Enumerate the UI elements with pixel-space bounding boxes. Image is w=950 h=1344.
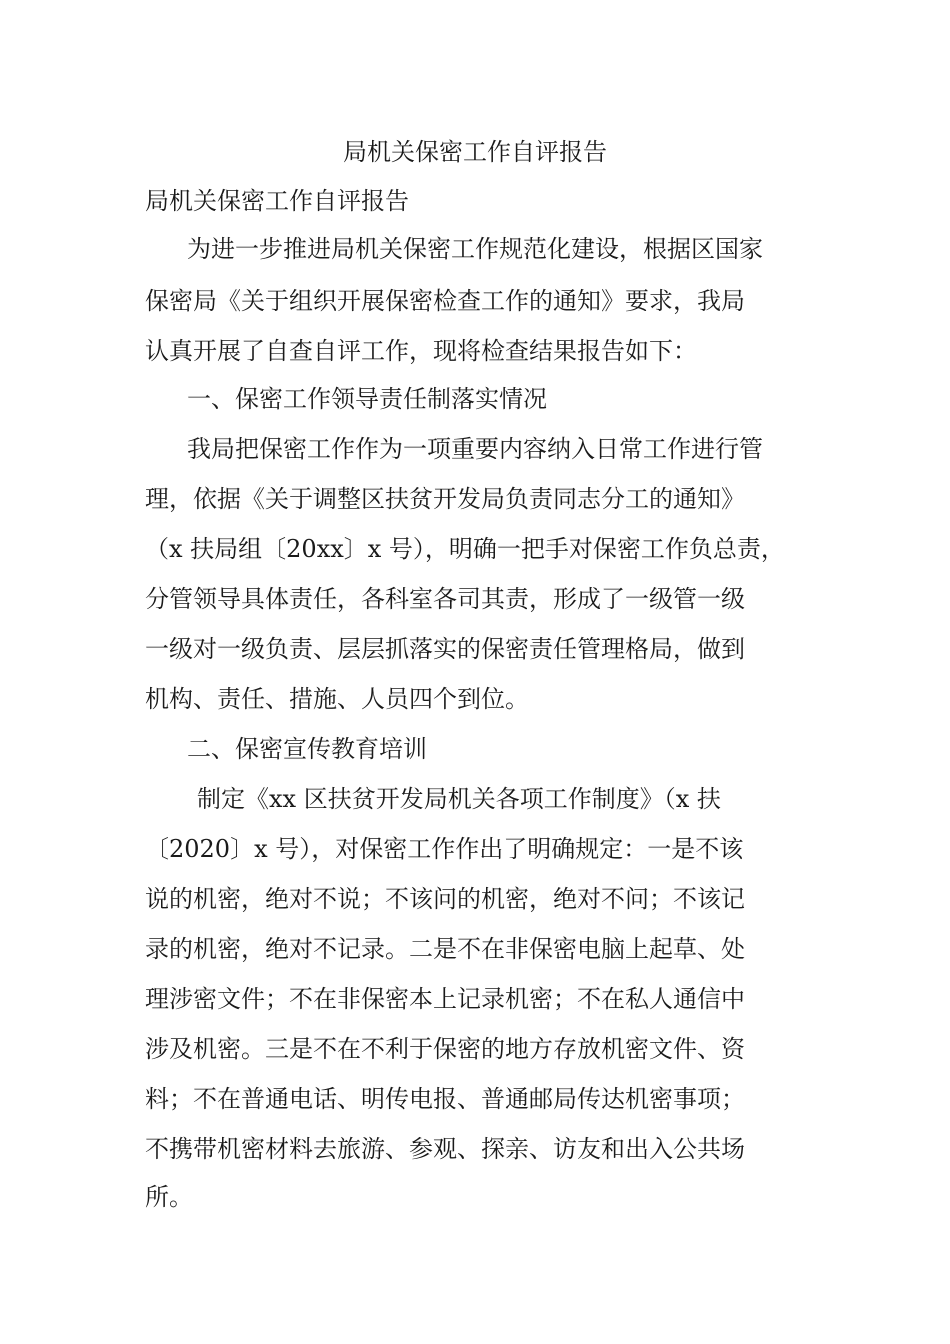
paragraph-line: 我局把保密工作作为一项重要内容纳入日常工作进行管 bbox=[187, 435, 763, 463]
paragraph-line: 制定《xx 区扶贫开发局机关各项工作制度》（x 扶 bbox=[197, 785, 721, 813]
paragraph-line: 录的机密，绝对不记录。二是不在非保密电脑上起草、处 bbox=[145, 935, 745, 963]
paragraph-line: 理涉密文件；不在非保密本上记录机密；不在私人通信中 bbox=[145, 985, 745, 1013]
paragraph-line: 机构、责任、措施、人员四个到位。 bbox=[145, 685, 529, 713]
paragraph-line: 不携带机密材料去旅游、参观、探亲、访友和出入公共场 bbox=[145, 1135, 745, 1163]
paragraph-line: 一级对一级负责、层层抓落实的保密责任管理格局，做到 bbox=[145, 635, 745, 663]
document-title: 局机关保密工作自评报告 bbox=[343, 138, 607, 166]
paragraph-line: 为进一步推进局机关保密工作规范化建设，根据区国家 bbox=[187, 235, 763, 263]
paragraph-line: 料；不在普通电话、明传电报、普通邮局传达机密事项； bbox=[145, 1085, 745, 1113]
paragraph-line: 保密局《关于组织开展保密检查工作的通知》要求，我局 bbox=[145, 287, 745, 315]
section-heading-2: 二、保密宣传教育培训 bbox=[187, 735, 427, 763]
paragraph-line: 分管领导具体责任，各科室各司其责，形成了一级管一级 bbox=[145, 585, 745, 613]
paragraph-line: 〔2020〕x 号），对保密工作作出了明确规定：一是不该 bbox=[145, 835, 744, 863]
paragraph-line: （x 扶局组〔20xx〕x 号），明确一把手对保密工作负总责， bbox=[145, 535, 785, 563]
paragraph-line: 涉及机密。三是不在不利于保密的地方存放机密文件、资 bbox=[145, 1035, 745, 1063]
paragraph-line: 认真开展了自查自评工作，现将检查结果报告如下： bbox=[145, 337, 697, 365]
paragraph-line: 所。 bbox=[145, 1183, 193, 1211]
paragraph-line: 理，依据《关于调整区扶贫开发局负责同志分工的通知》 bbox=[145, 485, 745, 513]
paragraph-line: 说的机密，绝对不说；不该问的机密，绝对不问；不该记 bbox=[145, 885, 745, 913]
section-heading-1: 一、保密工作领导责任制落实情况 bbox=[187, 385, 547, 413]
subtitle-line: 局机关保密工作自评报告 bbox=[145, 187, 409, 215]
